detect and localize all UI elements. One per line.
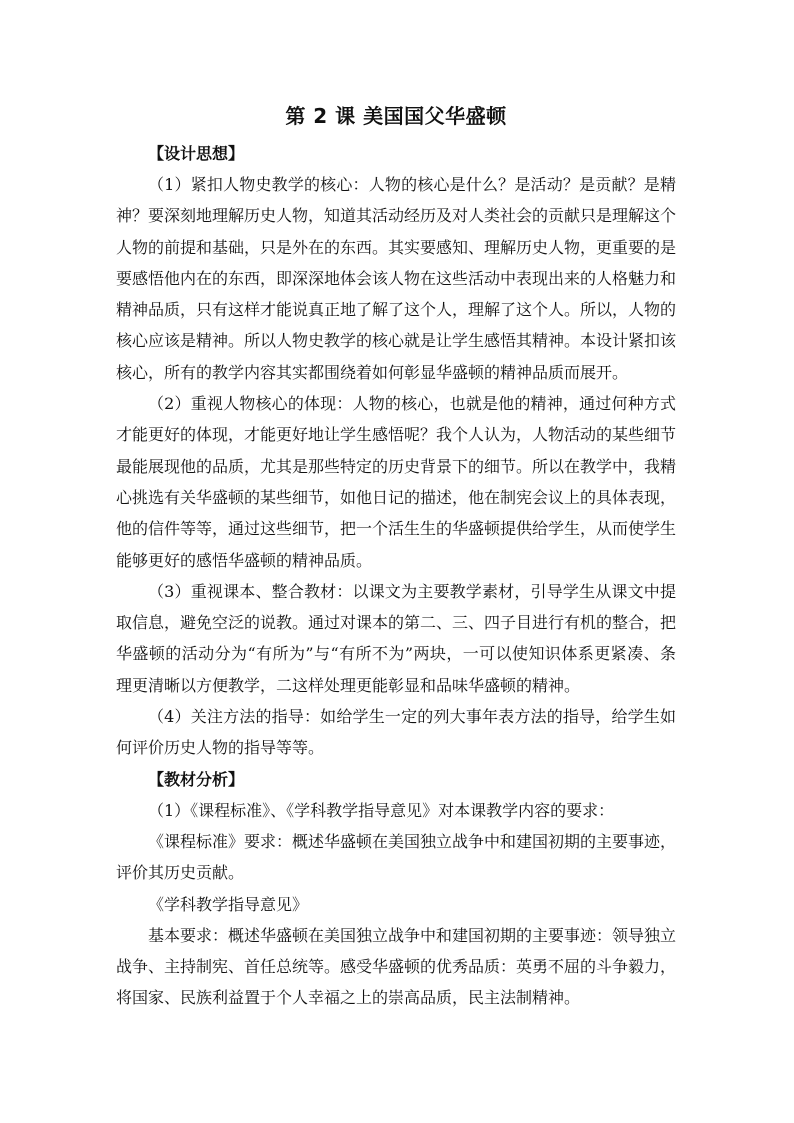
paragraph: （2）重视人物核心的体现：人物的核心，也就是他的精神，通过何种方式才能更好的体现，才能更好地让学生感悟呢？我个人认为，人物活动的某些细节最能展现他的品质，尤其是那些特定的历史背景下的细节。所以在教学中，我精心挑选有关华盛顿的某些细节，如他日记的描述，他在制宪会议上的具体表现，他的信件等等，通过这些细节，把一个活生生的华盛顿提供给学生，从而使学生能够更好的感悟华盛顿的精神品质。 [116, 394, 677, 570]
section-textbook-analysis [116, 764, 676, 1014]
paragraph: 《学科教学指导意见》 [148, 894, 309, 914]
section-heading: 【教材分析】 [148, 769, 245, 789]
paragraph: （4）关注方法的指导：如给学生一定的列大事年表方法的指导，给学生如何评价历史人物的指导等等。 [116, 707, 676, 758]
paragraph: （1）紧扣人物史教学的核心：人物的核心是什么？是活动？是贡献？是精神？要深刻地理解历史人物，知道其活动经历及对人类社会的贡献只是理解这个人物的前提和基础，只是外在的东西。其实要感知、理解历史人物，更重要的是要感悟他内在的东西，即深深地体会该人物在这些活动中表现出来的人格魅力和精神品质，只有这样才能说真正地了解了这个人，理解了这个人。所以，人物的核心应该是精神。所以人物史教学的核心就是让学生感悟其精神。本设计紧扣该核心，所有的教学内容其实都围绕着如何彰显华盛顿的精神品质而展开。 [116, 175, 677, 382]
paragraph: （1）《课程标准》、《学科教学指导意见》对本课教学内容的要求： [148, 800, 615, 820]
section-design-thinking [116, 138, 676, 764]
paragraph: 《课程标准》要求：概述华盛顿在美国独立战争中和建国初期的主要事迹，评价其历史贡献。 [116, 831, 677, 883]
document-body [116, 98, 676, 1014]
page-title: 第 2 课 美国国父华盛顿 [285, 104, 507, 128]
section-heading: 【设计思想】 [148, 144, 245, 163]
paragraph: （3）重视课本、整合教材：以课文为主要教学素材，引导学生从课文中提取信息，避免空泛的说教。通过对课本的第二、三、四子目进行有机的整合，把华盛顿的活动分为“有所为”与“有所不为”两块，一可以使知识体系更紧凑、条理更清晰以方便教学，二这样处理更能彰显和品味华盛顿的精神。 [116, 581, 677, 695]
paragraph: 基本要求：概述华盛顿在美国独立战争中和建国初期的主要事迹：领导独立战争、主持制宪、首任总统等。感受华盛顿的优秀品质：英勇不屈的斗争毅力，将国家、民族利益置于个人幸福之上的崇高品质，民主法制精神。 [116, 925, 677, 1008]
